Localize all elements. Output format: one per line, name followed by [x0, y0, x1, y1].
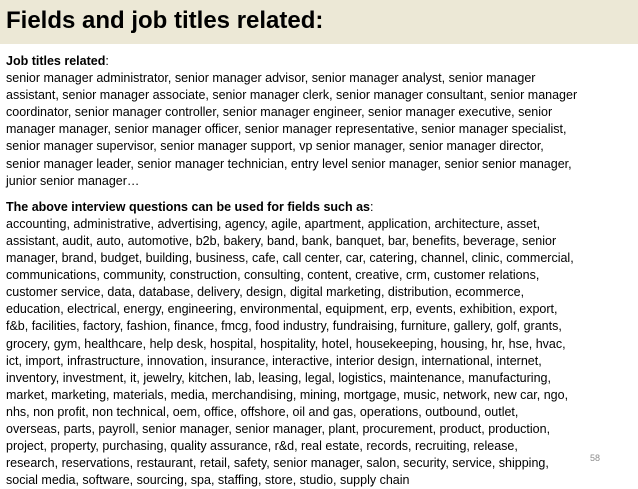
fields-line: nhs, non profit, non technical, oem, office, offshore, oil and gas, operations, outbound, outlet, [6, 404, 519, 419]
title-bar [0, 0, 638, 44]
fields-section [6, 199, 634, 489]
fields-line: manager, brand, budget, building, business, cafe, call center, car, catering, channel, clinic, commercial, [6, 251, 574, 266]
job-titles-line: senior manager leader, senior manager technician, entry level senior manager, senior senior manager, [6, 156, 572, 171]
slide-title: Fields and job titles related: [6, 7, 324, 34]
job-titles-section [6, 53, 634, 190]
job-titles-heading-label: Job titles related [6, 54, 106, 68]
fields-line: project, property, purchasing, quality assurance, r&d, real estate, records, recruiting, release, [6, 439, 518, 454]
fields-line: assistant, audit, auto, automotive, b2b, bakery, band, bank, banquet, bar, benefits, beverage, senior [6, 233, 557, 248]
fields-heading-label: The above interview questions can be used for fields such as [6, 199, 370, 214]
fields-line: research, reservations, restaurant, retail, safety, senior manager, salon, security, service, shipping, [6, 456, 549, 471]
job-titles-line: junior senior manager… [6, 173, 140, 188]
job-titles-heading-colon: : [105, 54, 109, 68]
fields-line: social media, software, sourcing, spa, staffing, store, studio, supply chain [6, 473, 410, 488]
fields-line: market, marketing, materials, media, merchandising, mining, mortgage, music, network, new car, ngo, [6, 387, 569, 402]
job-titles-line: coordinator, senior manager controller, senior manager engineer, senior manager executive, senior [6, 105, 553, 120]
job-titles-line: manager manager, senior manager officer, senior manager representative, senior manager specialist, [6, 122, 567, 137]
fields-line: education, electrical, energy, engineering, environmental, equipment, erp, events, exhibition, export, [6, 302, 558, 317]
fields-heading-colon: : [370, 199, 374, 214]
page-number: 58 [589, 453, 600, 463]
fields-line: customer service, data, database, delivery, design, digital marketing, distribution, ecommerce, [6, 285, 525, 300]
job-titles-line: assistant, senior manager associate, senior manager clerk, senior manager consultant, senior manager [6, 88, 578, 103]
job-titles-heading [6, 53, 634, 70]
fields-line: ict, import, infrastructure, innovation, insurance, interactive, interior design, international, internet, [6, 353, 542, 368]
fields-line: grocery, gym, healthcare, help desk, hospital, hospitality, hotel, housekeeping, housing, hr, hse, hvac, [6, 336, 566, 351]
job-titles-line: senior manager administrator, senior manager advisor, senior manager analyst, senior manager [6, 71, 536, 86]
fields-line: f&b, facilities, factory, fashion, finance, fmcg, food industry, fundraising, furniture, gallery, golf, grants, [6, 319, 562, 334]
job-titles-line: senior manager supervisor, senior manager support, vp senior manager, senior manager director, [6, 139, 544, 154]
fields-heading [6, 199, 634, 216]
fields-line: inventory, investment, it, jewelry, kitchen, lab, leasing, legal, logistics, maintenance, manufacturing, [6, 370, 551, 385]
fields-line: accounting, administrative, advertising, agency, agile, apartment, application, architecture, asset, [6, 216, 541, 231]
fields-line: overseas, parts, payroll, senior manager, senior manager, plant, procurement, product, production, [6, 421, 551, 436]
fields-line: communications, community, construction, consulting, content, creative, crm, customer relations, [6, 268, 540, 283]
slide-body [6, 53, 634, 489]
